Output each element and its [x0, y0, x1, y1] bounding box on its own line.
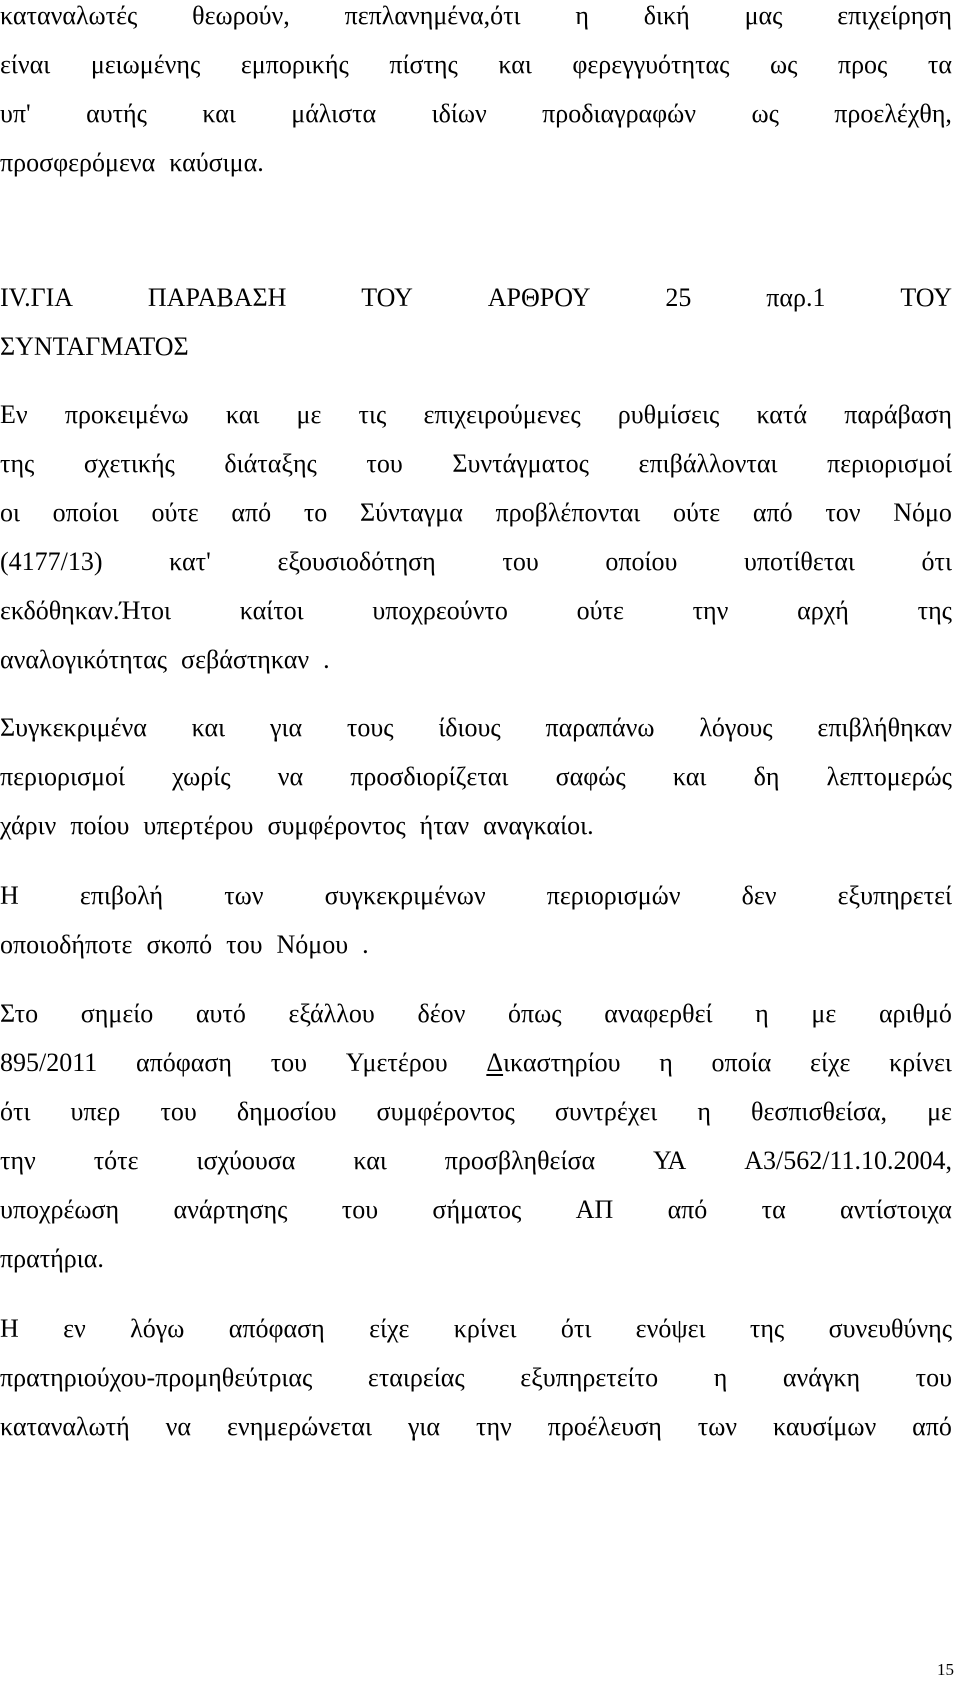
- word: καυσίμων: [773, 1412, 877, 1441]
- word: τα: [761, 1195, 786, 1224]
- word: τους: [346, 713, 394, 742]
- word: να: [277, 762, 304, 791]
- word: προέλευση: [547, 1412, 662, 1441]
- text-line: [0, 1407, 952, 1447]
- word: οποιοδήποτε: [0, 930, 133, 959]
- word: απόφαση: [136, 1048, 232, 1077]
- word: για: [407, 1412, 441, 1441]
- word: οι: [0, 498, 20, 527]
- word: Νόμο: [893, 498, 952, 527]
- word: επιβάλλονται: [638, 449, 778, 478]
- word: ότι: [0, 1097, 31, 1126]
- word: προς: [837, 50, 888, 79]
- word: ΣΥΝΤΑΓΜΑΤΟΣ: [0, 332, 189, 361]
- word: υπ': [0, 99, 31, 128]
- text-line: [0, 1358, 952, 1398]
- text-line: [0, 1043, 952, 1083]
- word: λόγω: [130, 1314, 185, 1343]
- word: εκδόθηκαν.Ήτοι: [0, 596, 171, 625]
- text-line: [0, 94, 952, 134]
- text-line: [0, 444, 952, 484]
- word: IV.ΓΙΑ: [0, 283, 74, 312]
- word: Α3/562/11.10.2004,: [744, 1146, 952, 1175]
- word: και: [225, 400, 260, 429]
- word: συμφέροντος: [267, 811, 406, 840]
- text-line: [0, 0, 952, 36]
- word: του: [366, 449, 403, 478]
- word: αναλογικότητας: [0, 645, 168, 674]
- word: καταναλωτές: [0, 1, 138, 30]
- word: δεν: [741, 881, 777, 910]
- word: παράβαση: [844, 400, 952, 429]
- underlined-letter: Δ: [486, 1048, 504, 1077]
- word: ούτε: [151, 498, 199, 527]
- word: σχετικής: [83, 449, 175, 478]
- word: Συγκεκριμένα: [0, 713, 147, 742]
- word: ΑΡΘΡΟΥ: [487, 283, 591, 312]
- word: του: [341, 1195, 379, 1224]
- word: ποίου: [70, 811, 130, 840]
- word: εν: [63, 1314, 86, 1343]
- word: είναι: [0, 50, 51, 79]
- word: μειωμένης: [90, 50, 201, 79]
- word: η: [713, 1363, 728, 1392]
- word: με: [927, 1097, 952, 1126]
- word: Σύνταγμα: [359, 498, 463, 527]
- word: ΤΟΥ: [900, 283, 952, 312]
- word: τον: [825, 498, 861, 527]
- word: η: [697, 1097, 711, 1126]
- word: αναγκαίοι.: [483, 811, 594, 840]
- word: ότι: [560, 1314, 592, 1343]
- word: 895/2011: [0, 1048, 98, 1077]
- word: ΑΠ: [575, 1195, 614, 1224]
- word: επιχείρηση: [837, 1, 952, 30]
- word: να: [165, 1412, 192, 1441]
- word: ΥΑ: [653, 1146, 687, 1175]
- word: ΤΟΥ: [361, 283, 413, 312]
- word: δημοσίου: [236, 1097, 337, 1126]
- word: τα: [927, 50, 952, 79]
- text-line: [0, 542, 952, 582]
- word: .: [323, 645, 330, 674]
- word: χάριν: [0, 811, 57, 840]
- word: σήματος: [432, 1195, 522, 1224]
- word: μάλιστα: [291, 99, 377, 128]
- word: σκοπό: [146, 930, 213, 959]
- word: εμπορικής: [240, 50, 349, 79]
- word: πρατήρια.: [0, 1244, 104, 1273]
- word: εξυπηρετεί: [837, 881, 952, 910]
- word: την: [476, 1412, 512, 1441]
- word: με: [296, 400, 322, 429]
- word: εταιρείας: [367, 1363, 465, 1392]
- word: ότι: [921, 547, 952, 576]
- word: τότε: [93, 1146, 139, 1175]
- word: από: [231, 498, 272, 527]
- word: του: [915, 1363, 952, 1392]
- word: το: [303, 498, 328, 527]
- text-line: [0, 591, 952, 631]
- word: και: [498, 50, 532, 79]
- word: προδιαγραφών: [542, 99, 697, 128]
- word: καίτοι: [239, 596, 304, 625]
- word: ανάγκη: [782, 1363, 861, 1392]
- word: είχε: [369, 1314, 410, 1343]
- word: επιβλήθηκαν: [817, 713, 952, 742]
- word: ενόψει: [635, 1314, 706, 1343]
- text-line: [0, 806, 952, 846]
- word: εξυπηρετείτο: [520, 1363, 659, 1392]
- word: του: [226, 930, 263, 959]
- word: του: [502, 547, 539, 576]
- word: αριθμό: [878, 999, 952, 1028]
- word: θεωρούν,: [192, 1, 290, 30]
- word: σαφώς: [555, 762, 626, 791]
- word: των: [697, 1412, 738, 1441]
- word: δέον: [417, 999, 466, 1028]
- word: συμφέροντος: [376, 1097, 515, 1126]
- word: του: [270, 1048, 308, 1077]
- word: Νόμου: [276, 930, 349, 959]
- word: Εν: [0, 400, 28, 429]
- word: με: [811, 999, 837, 1028]
- word: συντρέχει: [554, 1097, 658, 1126]
- word: υποχρέωση: [0, 1195, 120, 1224]
- word: παραπάνω: [545, 713, 655, 742]
- word: προσφερόμενα: [0, 148, 156, 177]
- word: οποίου: [605, 547, 678, 576]
- word: ανάρτησης: [173, 1195, 288, 1224]
- word: αυτής: [86, 99, 147, 128]
- word: χωρίς: [172, 762, 231, 791]
- word: περιορισμών: [546, 881, 681, 910]
- text-line: [0, 1190, 952, 1230]
- word: .: [362, 930, 369, 959]
- word: συγκεκριμένων: [324, 881, 486, 910]
- word: λόγους: [699, 713, 773, 742]
- word: την: [692, 596, 729, 625]
- word: από: [752, 498, 793, 527]
- word: αρχή: [797, 596, 849, 625]
- word: σεβάστηκαν: [181, 645, 310, 674]
- word: της: [749, 1314, 785, 1343]
- word: πεπλανημένα,ότι: [344, 1, 521, 30]
- word: για: [269, 713, 303, 742]
- word: καταναλωτή: [0, 1412, 130, 1441]
- word: και: [202, 99, 236, 128]
- word: ενημερώνεται: [227, 1412, 372, 1441]
- word: δη: [753, 762, 780, 791]
- text-line: [0, 45, 952, 85]
- text-line: [0, 757, 952, 797]
- word: η: [659, 1048, 673, 1077]
- word: υποχρεούντο: [372, 596, 508, 625]
- word: απόφαση: [228, 1314, 325, 1343]
- word: λεπτομερώς: [826, 762, 952, 791]
- word: Στο: [0, 999, 39, 1028]
- word: μας: [744, 1, 783, 30]
- word: διάταξης: [224, 449, 317, 478]
- text-line: [0, 1141, 952, 1181]
- word: προελέχθη,: [834, 99, 952, 128]
- word: Υμετέρου: [345, 1048, 448, 1077]
- word: οποίοι: [52, 498, 119, 527]
- word: τις: [358, 400, 387, 429]
- word: αναφερθεί: [604, 999, 713, 1028]
- page-number: 15: [937, 1660, 954, 1679]
- text-line: [0, 708, 952, 748]
- word: των: [224, 881, 264, 910]
- text-line: [0, 640, 952, 680]
- word: Η: [0, 1314, 19, 1343]
- word: ισχύουσα: [196, 1146, 296, 1175]
- word: ως: [770, 50, 798, 79]
- word: κρίνει: [889, 1048, 952, 1077]
- word: Η: [0, 881, 19, 910]
- text-line: [0, 876, 952, 916]
- text-line: [0, 1309, 952, 1349]
- word: της: [0, 449, 35, 478]
- word: από: [912, 1412, 952, 1441]
- word: δική: [643, 1, 690, 30]
- word: προσδιορίζεται: [350, 762, 509, 791]
- word: και: [191, 713, 226, 742]
- word: καύσιμα.: [169, 148, 264, 177]
- text-line: [0, 925, 952, 965]
- word: Συντάγματος: [452, 449, 589, 478]
- word: πίστης: [389, 50, 458, 79]
- word: ΠΑΡΑΒΑΣΗ: [147, 283, 287, 312]
- word: εξουσιοδότηση: [277, 547, 436, 576]
- word: Δικαστηρίου: [486, 1043, 620, 1083]
- word: είχε: [810, 1048, 851, 1077]
- word: παρ.1: [766, 283, 826, 312]
- word: περιορισμοί: [0, 762, 125, 791]
- word: αντίστοιχα: [840, 1195, 952, 1224]
- text-line: [0, 143, 952, 183]
- word: ρυθμίσεις: [617, 400, 720, 429]
- word: σημείο: [80, 999, 154, 1028]
- word: ίδιους: [438, 713, 501, 742]
- word: υπερτέρου: [143, 811, 254, 840]
- word: υπερ: [70, 1097, 121, 1126]
- word: συνευθύνης: [828, 1314, 952, 1343]
- section-heading-line: [0, 327, 952, 367]
- word: από: [667, 1195, 708, 1224]
- word: οποία: [711, 1048, 772, 1077]
- word: και: [353, 1146, 387, 1175]
- section-heading-line: [0, 278, 952, 318]
- word: υποτίθεται: [743, 547, 855, 576]
- word: θεσπισθείσα,: [750, 1097, 888, 1126]
- word: επιβολή: [79, 881, 164, 910]
- word: η: [755, 999, 769, 1028]
- word: την: [0, 1146, 36, 1175]
- word: (4177/13): [0, 547, 103, 576]
- word: της: [917, 596, 952, 625]
- word: αυτό: [195, 999, 246, 1028]
- word: όπως: [508, 999, 562, 1028]
- text-line: [0, 1092, 952, 1132]
- word: του: [160, 1097, 197, 1126]
- word: 25: [665, 283, 692, 312]
- text-line: [0, 493, 952, 533]
- word: εξάλλου: [288, 999, 375, 1028]
- word: κρίνει: [453, 1314, 517, 1343]
- text-line: [0, 994, 952, 1034]
- word: κατά: [756, 400, 808, 429]
- word: κατ': [169, 547, 211, 576]
- word: προσβληθείσα: [444, 1146, 596, 1175]
- word: περιορισμοί: [827, 449, 952, 478]
- text-line: [0, 1239, 952, 1279]
- word: προκειμένω: [64, 400, 189, 429]
- word: ως: [751, 99, 779, 128]
- word: επιχειρούμενες: [423, 400, 581, 429]
- word: ιδίων: [431, 99, 487, 128]
- word: η: [575, 1, 589, 30]
- word: φερεγγυότητας: [572, 50, 730, 79]
- word: πρατηριούχου-προμηθεύτριας: [0, 1363, 313, 1392]
- word: προβλέπονται: [495, 498, 641, 527]
- word: ούτε: [672, 498, 721, 527]
- text-line: [0, 395, 952, 435]
- word: ήταν: [419, 811, 470, 840]
- word: και: [672, 762, 707, 791]
- word: ούτε: [576, 596, 624, 625]
